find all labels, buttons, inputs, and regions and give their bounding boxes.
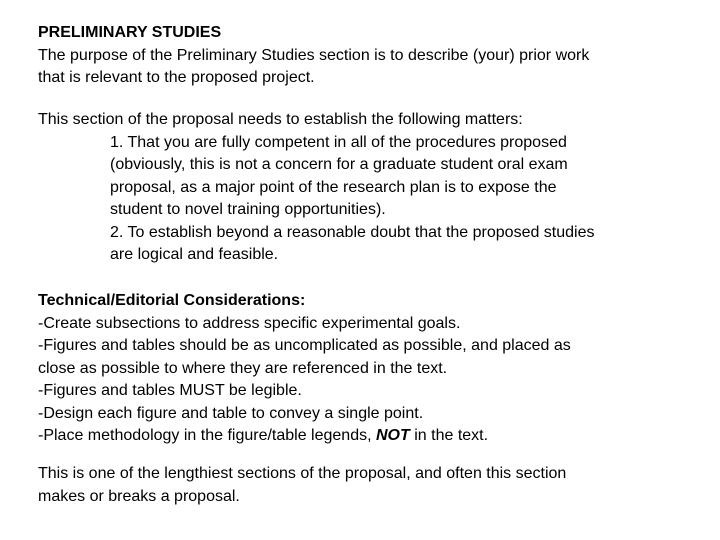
item-line: student to novel training opportunities). <box>110 201 386 218</box>
closing-section <box>38 463 678 508</box>
intro-line: The purpose of the Preliminary Studies section is to describe (your) prior work <box>38 46 590 64</box>
item-line: 1. That you are fully competent in all of the procedures proposed <box>110 133 567 151</box>
item-line: proposal, as a major point of the research plan is to expose the <box>110 178 557 196</box>
technical-line: -Create subsections to address specific experimental goals. <box>38 314 461 332</box>
technical-last-line <box>38 425 678 448</box>
matters-lead: This section of the proposal needs to establish the following matters: <box>38 111 523 128</box>
emphasis-not: NOT <box>376 427 410 444</box>
last-line-suffix: in the text. <box>409 427 489 444</box>
technical-heading: Technical/Editorial Considerations: <box>38 292 306 309</box>
section-title: PRELIMINARY STUDIES <box>38 24 222 41</box>
matters-item-1 <box>110 132 678 222</box>
closing-line: makes or breaks a proposal. <box>38 487 240 505</box>
item-line: (obviously, this is not a concern for a graduate student oral exam <box>110 156 568 173</box>
intro-line: that is relevant to the proposed project. <box>38 69 315 86</box>
intro-section <box>38 22 678 90</box>
technical-section <box>38 290 678 448</box>
technical-line: -Figures and tables should be as uncomplicated as possible, and placed as <box>38 337 571 354</box>
technical-line: close as possible to where they are referenced in the text. <box>38 359 448 377</box>
technical-line: -Design each figure and table to convey a single point. <box>38 404 424 422</box>
matters-section <box>38 109 678 267</box>
item-line: are logical and feasible. <box>110 246 279 263</box>
item-line: 2. To establish beyond a reasonable doubt that the proposed studies <box>110 223 595 241</box>
matters-item-2 <box>110 222 678 267</box>
last-line-prefix: -Place methodology in the figure/table legends, <box>38 427 376 444</box>
closing-line: This is one of the lengthiest sections of the proposal, and often this section <box>38 465 567 482</box>
technical-line: -Figures and tables MUST be legible. <box>38 382 302 399</box>
